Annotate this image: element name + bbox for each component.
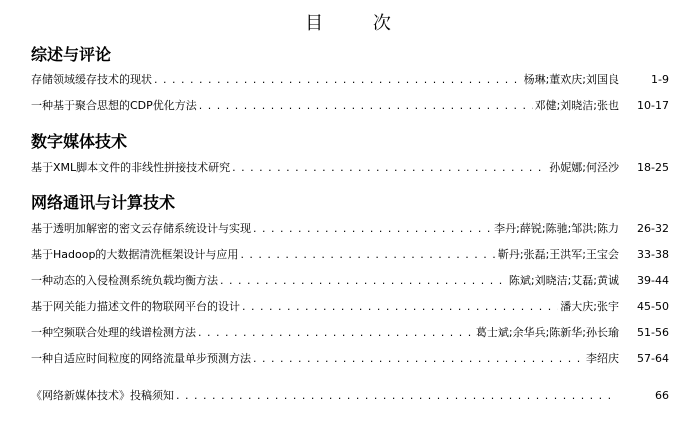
section-heading-review: 综述与评论 (31, 45, 112, 64)
entry-authors: 李绍庆 (586, 352, 619, 365)
entry-title: 一种自适应时间粒度的网络流量单步预测方法 (31, 352, 251, 365)
entry-title: 基于XML脚本文件的非线性拼接技术研究 (31, 161, 231, 174)
entry-title: 一种动态的入侵检测系统负载均衡方法 (31, 274, 218, 287)
entry-authors: 孙妮娜;何泾沙 (549, 161, 619, 174)
section-heading-network-computing: 网络通讯与计算技术 (31, 193, 176, 212)
leader-dots (154, 73, 522, 87)
entry-pages: 18-25 (637, 161, 669, 174)
entry-pages: 26-32 (637, 222, 669, 235)
leader-dots (199, 99, 533, 113)
leader-dots (220, 274, 507, 288)
entry-authors: 陈斌;刘晓洁;艾磊;黄诚 (508, 274, 619, 287)
toc-entry[interactable] (31, 300, 669, 314)
entry-pages: 51-56 (637, 326, 669, 339)
toc-entry[interactable] (31, 248, 669, 262)
entry-authors: 李丹;薛锐;陈驰;邹洪;陈力 (494, 222, 619, 235)
toc-title: 目 次 (305, 13, 413, 34)
toc-entry[interactable] (31, 326, 669, 340)
leader-dots (176, 389, 617, 403)
toc-entry[interactable] (31, 73, 669, 87)
entry-title: 存储领域缓存技术的现状 (31, 73, 152, 86)
entry-title: 基于透明加解密的密文云存储系统设计与实现 (31, 222, 251, 235)
entry-authors: 潘大庆;张宇 (560, 300, 619, 313)
entry-authors: 葛士斌;余华兵;陈新华;孙长瑜 (475, 326, 619, 339)
entry-title: 基于网关能力描述文件的物联网平台的设计 (31, 300, 240, 313)
entry-pages: 57-64 (637, 352, 669, 365)
leader-dots (232, 161, 547, 175)
toc-entry-notice[interactable] (31, 389, 669, 403)
entry-title: 《网络新媒体技术》投稿须知 (31, 389, 174, 402)
toc-entry[interactable] (31, 222, 669, 236)
entry-pages: 45-50 (637, 300, 669, 313)
entry-title: 一种空频联合处理的线谱检测方法 (31, 326, 196, 339)
entry-title: 一种基于聚合思想的CDP优化方法 (31, 99, 197, 112)
toc-entry[interactable] (31, 161, 669, 175)
entry-authors: 杨琳;董欢庆;刘国良 (523, 73, 619, 86)
toc-entry[interactable] (31, 99, 669, 113)
leader-dots (240, 248, 495, 262)
entry-authors: 邓健;刘晓洁;张也 (534, 99, 619, 112)
leader-dots (198, 326, 474, 340)
section-heading-digital-media: 数字媒体技术 (31, 132, 128, 151)
entry-pages: 1-9 (651, 73, 669, 86)
entry-pages: 39-44 (637, 274, 669, 287)
leader-dots (242, 300, 558, 314)
entry-pages: 66 (655, 389, 669, 402)
toc-entry[interactable] (31, 352, 669, 366)
entry-pages: 10-17 (637, 99, 669, 112)
entry-pages: 33-38 (637, 248, 669, 261)
entry-authors: 靳丹;张磊;王洪军;王宝会 (497, 248, 619, 261)
entry-title: 基于Hadoop的大数据清洗框架设计与应用 (31, 248, 239, 261)
leader-dots (253, 222, 492, 236)
toc-entry[interactable] (31, 274, 669, 288)
leader-dots (253, 352, 584, 366)
